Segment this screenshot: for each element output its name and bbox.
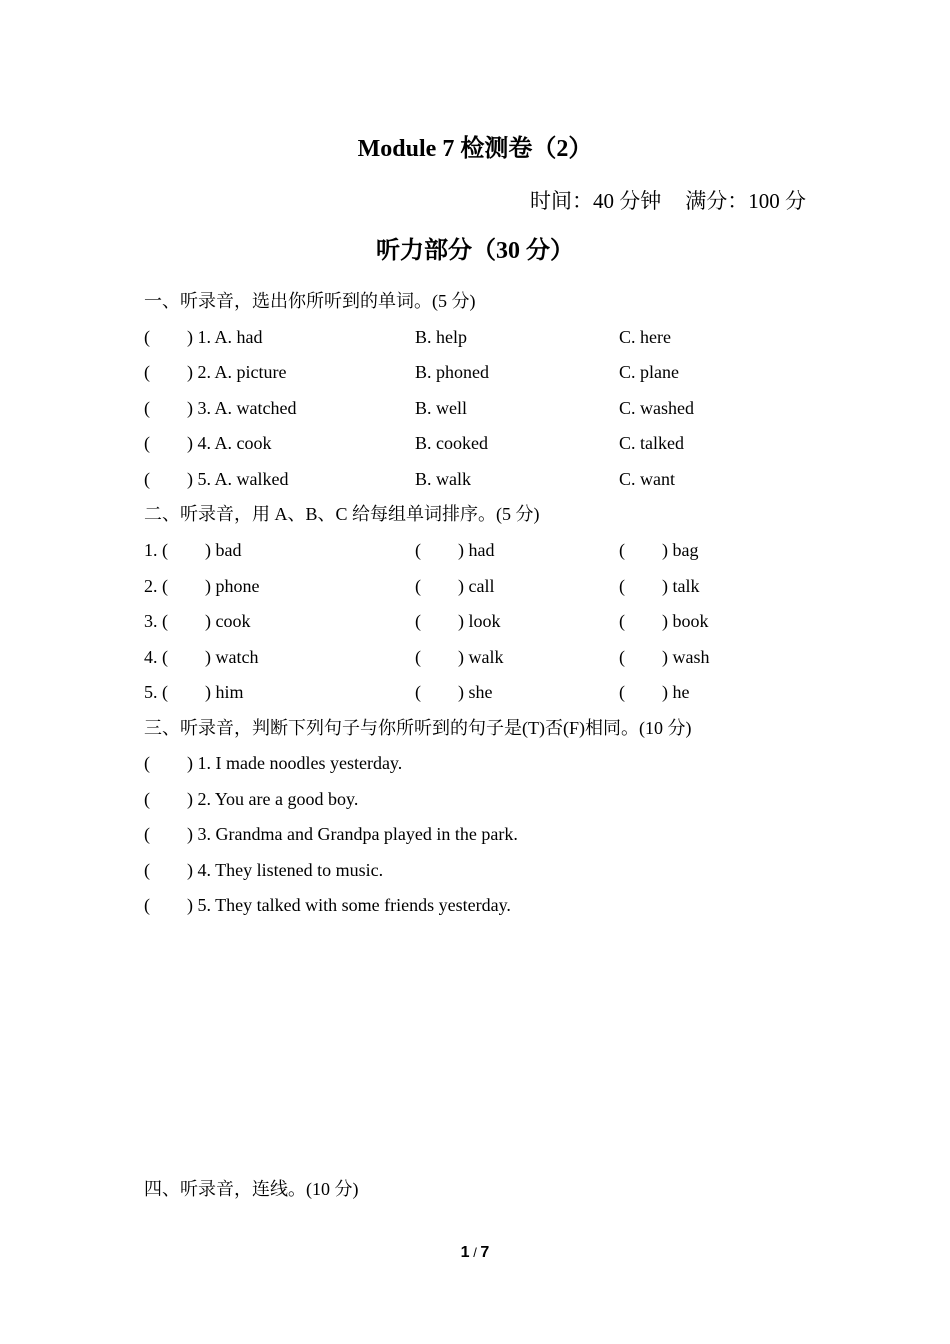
option-b: B. well	[415, 398, 467, 418]
true-false-item: ( ) 4. They listened to music.	[144, 857, 383, 883]
order-blank[interactable]: (	[415, 611, 421, 631]
order-blank[interactable]: (	[415, 647, 421, 667]
answer-blank[interactable]: (	[144, 433, 150, 453]
order-blank[interactable]: (	[619, 540, 625, 560]
time-limit: 时间：40 分钟	[530, 189, 662, 213]
order-blank[interactable]: (	[415, 682, 421, 702]
order-blank[interactable]: (	[162, 576, 168, 596]
option-b: B. help	[415, 327, 467, 347]
option-c: C. here	[619, 327, 671, 347]
order-blank[interactable]: (	[619, 576, 625, 596]
option-b: B. cooked	[415, 433, 488, 453]
option-c: C. plane	[619, 362, 679, 382]
option-c: C. want	[619, 469, 675, 489]
section1-heading: 一、听录音，选出你所听到的单词。(5 分)	[144, 291, 476, 311]
order-blank[interactable]: (	[619, 611, 625, 631]
order-blank[interactable]: (	[619, 647, 625, 667]
answer-blank[interactable]: (	[144, 753, 150, 773]
page-title: Module 7 检测卷（2）	[357, 136, 593, 162]
answer-blank[interactable]: (	[144, 860, 150, 880]
listening-part-title: 听力部分（30 分）	[376, 238, 574, 264]
section3-heading: 三、听录音，判断下列句子与你所听到的句子是(T)否(F)相同。(10 分)	[144, 718, 692, 738]
true-false-item: ( ) 5. They talked with some friends yesterday.	[144, 892, 511, 918]
answer-blank[interactable]: (	[144, 469, 150, 489]
order-blank[interactable]: (	[415, 540, 421, 560]
total-pages: 7	[480, 1244, 490, 1261]
option-c: C. washed	[619, 398, 694, 418]
true-false-item: ( ) 3. Grandma and Grandpa played in the park.	[144, 821, 518, 847]
page-number: 1 / 7	[460, 1244, 490, 1261]
answer-blank[interactable]: (	[144, 789, 150, 809]
option-b: B. walk	[415, 469, 471, 489]
current-page: 1	[460, 1244, 470, 1261]
order-blank[interactable]: (	[162, 611, 168, 631]
option-c: C. talked	[619, 433, 684, 453]
section2-heading: 二、听录音，用 A、B、C 给每组单词排序。(5 分)	[144, 504, 540, 524]
answer-blank[interactable]: (	[144, 362, 150, 382]
order-blank[interactable]: (	[415, 576, 421, 596]
section4-heading: 四、听录音，连线。(10 分)	[144, 1179, 359, 1199]
order-blank[interactable]: (	[162, 540, 168, 560]
order-blank[interactable]: (	[162, 682, 168, 702]
order-blank[interactable]: (	[162, 647, 168, 667]
answer-blank[interactable]: (	[144, 327, 150, 347]
answer-blank[interactable]: (	[144, 895, 150, 915]
order-blank[interactable]: (	[619, 682, 625, 702]
exam-info	[530, 186, 806, 216]
answer-blank[interactable]: (	[144, 824, 150, 844]
true-false-item: ( ) 2. You are a good boy.	[144, 786, 358, 812]
option-b: B. phoned	[415, 362, 489, 382]
true-false-item: ( ) 1. I made noodles yesterday.	[144, 750, 402, 776]
answer-blank[interactable]: (	[144, 398, 150, 418]
full-score: 满分：100 分	[685, 189, 806, 213]
